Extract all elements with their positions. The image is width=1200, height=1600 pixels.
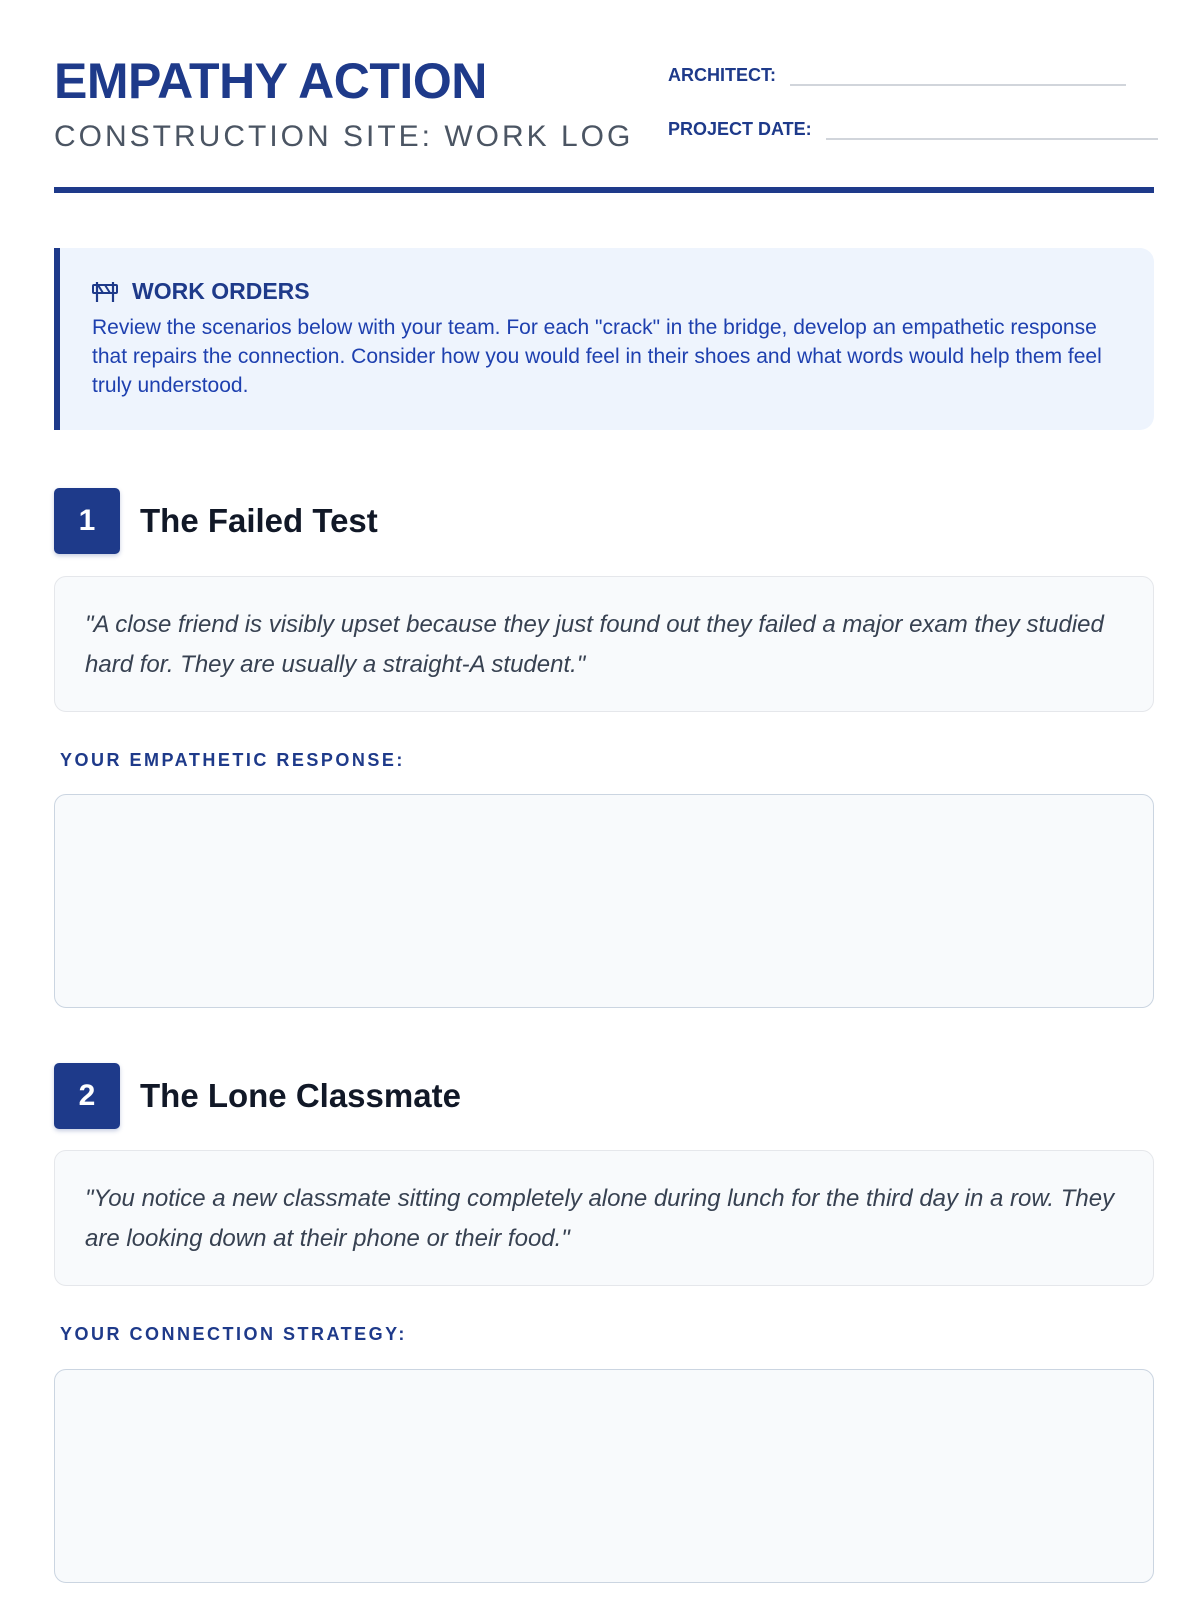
work-orders-box	[54, 248, 1154, 430]
scenario-card: "A close friend is visibly upset because they just found out they failed a major exam they studied hard for. They are usually a straight-A student."	[54, 576, 1154, 712]
section-title: The Failed Test	[140, 502, 378, 539]
road-barrier-icon	[92, 281, 118, 303]
header-divider	[54, 187, 1154, 193]
connection-strategy-field[interactable]	[54, 1369, 1154, 1583]
scenario-card: "You notice a new classmate sitting completely alone during lunch for the third day in a row. They are looking down at their phone or their food."	[54, 1150, 1154, 1286]
project-date-line[interactable]	[826, 112, 1158, 140]
worksheet-header	[54, 0, 1154, 196]
page-title: EMPATHY ACTION	[54, 53, 487, 109]
work-orders-title: WORK ORDERS	[132, 278, 310, 304]
empathetic-response-field[interactable]	[54, 794, 1154, 1008]
work-orders-heading	[92, 278, 1122, 305]
work-orders-text: Review the scenarios below with your team. For each "crack" in the bridge, develop an empathetic response that repairs the connection. Consider how you would feel in their shoes and what words would help them feel truly understood.	[92, 316, 1102, 397]
section-title: The Lone Classmate	[140, 1077, 461, 1114]
section-1-heading	[54, 488, 378, 554]
page-subtitle: CONSTRUCTION SITE: WORK LOG	[54, 120, 634, 153]
response-label: YOUR EMPATHETIC RESPONSE:	[60, 750, 405, 770]
section-2-heading	[54, 1063, 461, 1129]
architect-label: ARCHITECT:	[668, 65, 776, 85]
project-date-label: PROJECT DATE:	[668, 119, 812, 139]
architect-line[interactable]	[790, 58, 1126, 86]
section-number-badge: 2	[54, 1063, 120, 1129]
project-date-row	[668, 112, 1158, 140]
response-label: YOUR CONNECTION STRATEGY:	[60, 1324, 407, 1344]
worksheet-page	[54, 0, 1154, 1344]
architect-row	[668, 58, 1126, 86]
section-number-badge: 1	[54, 488, 120, 554]
